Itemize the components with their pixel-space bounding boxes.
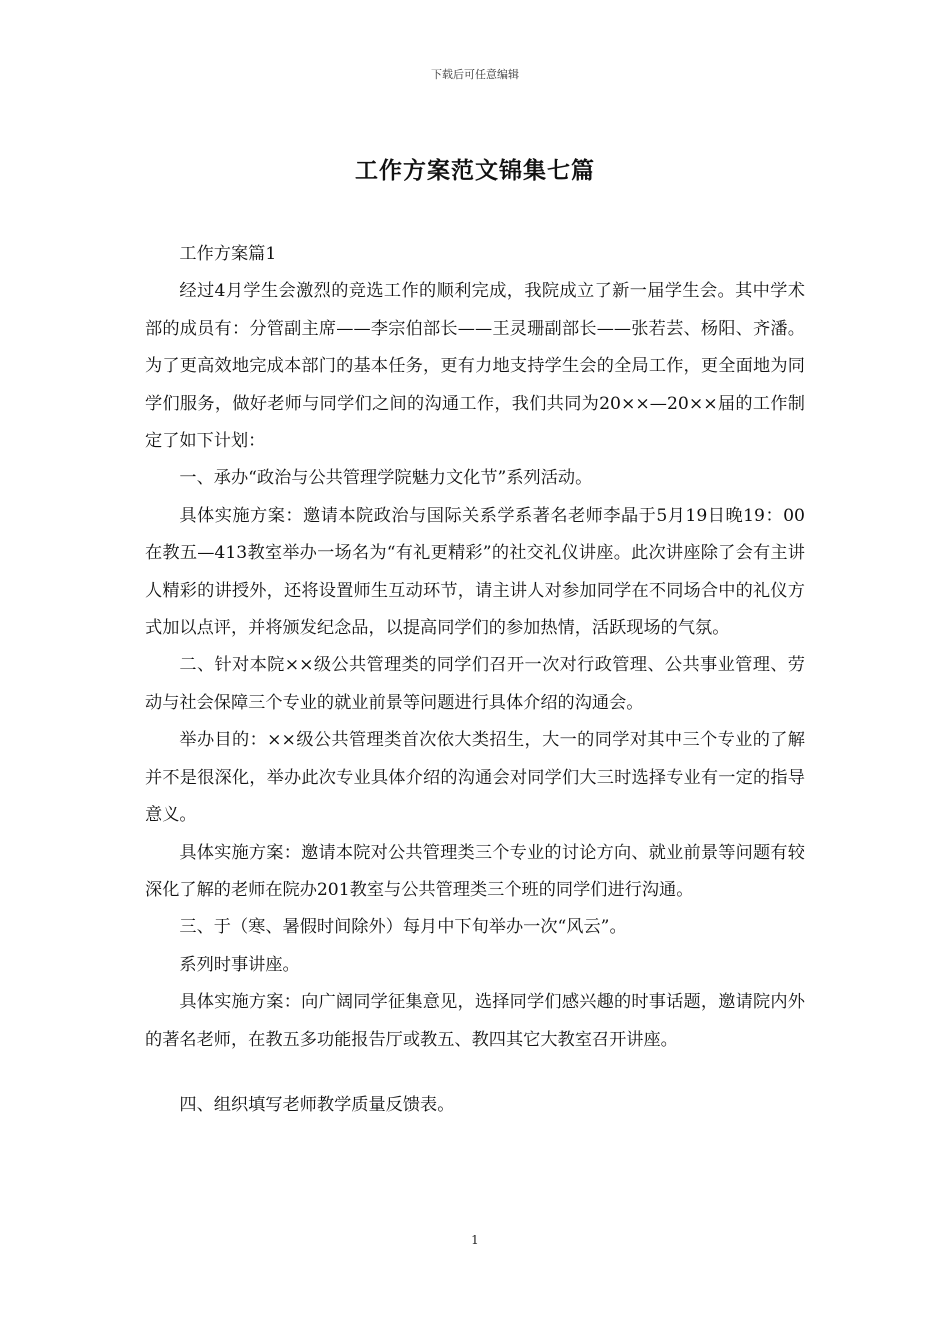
item-heading: 一、承办“政治与公共管理学院魅力文化节”系列活动。 xyxy=(179,468,593,489)
item-heading: 四、组织填写老师教学质量反馈表。 xyxy=(179,1094,455,1115)
body-paragraph: 具体实施方案：向广阔同学征集意见，选择同学们感兴趣的时事话题，邀请院内外的著名老师，在教五多功能报告厅或教五、教四其它大教室召开讲座。 xyxy=(145,992,805,1050)
body-paragraph: 经过4月学生会激烈的竞选工作的顺利完成，我院成立了新一届学生会。其中学术部的成员有：分管副主席——李宗伯部长——王灵珊副部长——张若芸、杨阳、齐潘。为了更高效地完成本部门的基本任务，更有力地支持学生会的全局工作，更全面地为同学们服务，做好老师与同学们之间的沟通工作，我们共同为20××—20××届的工作制定了如下计划： xyxy=(145,281,805,452)
page-number: 1 xyxy=(471,1233,479,1247)
body-paragraph: 举办目的：××级公共管理类首次依大类招生，大一的同学对其中三个专业的了解并不是很深化，举办此次专业具体介绍的沟通会对同学们大三时选择专业有一定的指导意义。 xyxy=(145,730,805,826)
document-title: 工作方案范文锦集七篇 xyxy=(355,157,595,184)
item-heading: 三、于（寒、暑假时间除外）每月中下旬举办一次“风云”。 xyxy=(179,917,627,938)
body-paragraph: 具体实施方案：邀请本院对公共管理类三个专业的讨论方向、就业前景等问题有较深化了解的老师在院办201教室与公共管理类三个班的同学们进行沟通。 xyxy=(145,842,805,900)
page-header-note: 下载后可任意编辑 xyxy=(431,68,519,81)
body-paragraph: 具体实施方案：邀请本院政治与国际关系学系著名老师李晶于5月19日晚19：00在教五—413教室举办一场名为“有礼更精彩”的社交礼仪讲座。此次讲座除了会有主讲人精彩的讲授外，还将设置师生互动环节，请主讲人对参加同学在不同场合中的礼仪方式加以点评，并将颁发纪念品，以提高同学们的参加热情，活跃现场的气氛。 xyxy=(145,505,805,639)
section-heading: 工作方案篇1 xyxy=(179,244,277,264)
document-body xyxy=(145,236,805,1124)
body-paragraph: 系列时事讲座。 xyxy=(179,954,300,975)
item-heading: 二、针对本院××级公共管理类的同学们召开一次对行政管理、公共事业管理、劳动与社会保障三个专业的就业前景等问题进行具体介绍的沟通会。 xyxy=(145,655,805,713)
